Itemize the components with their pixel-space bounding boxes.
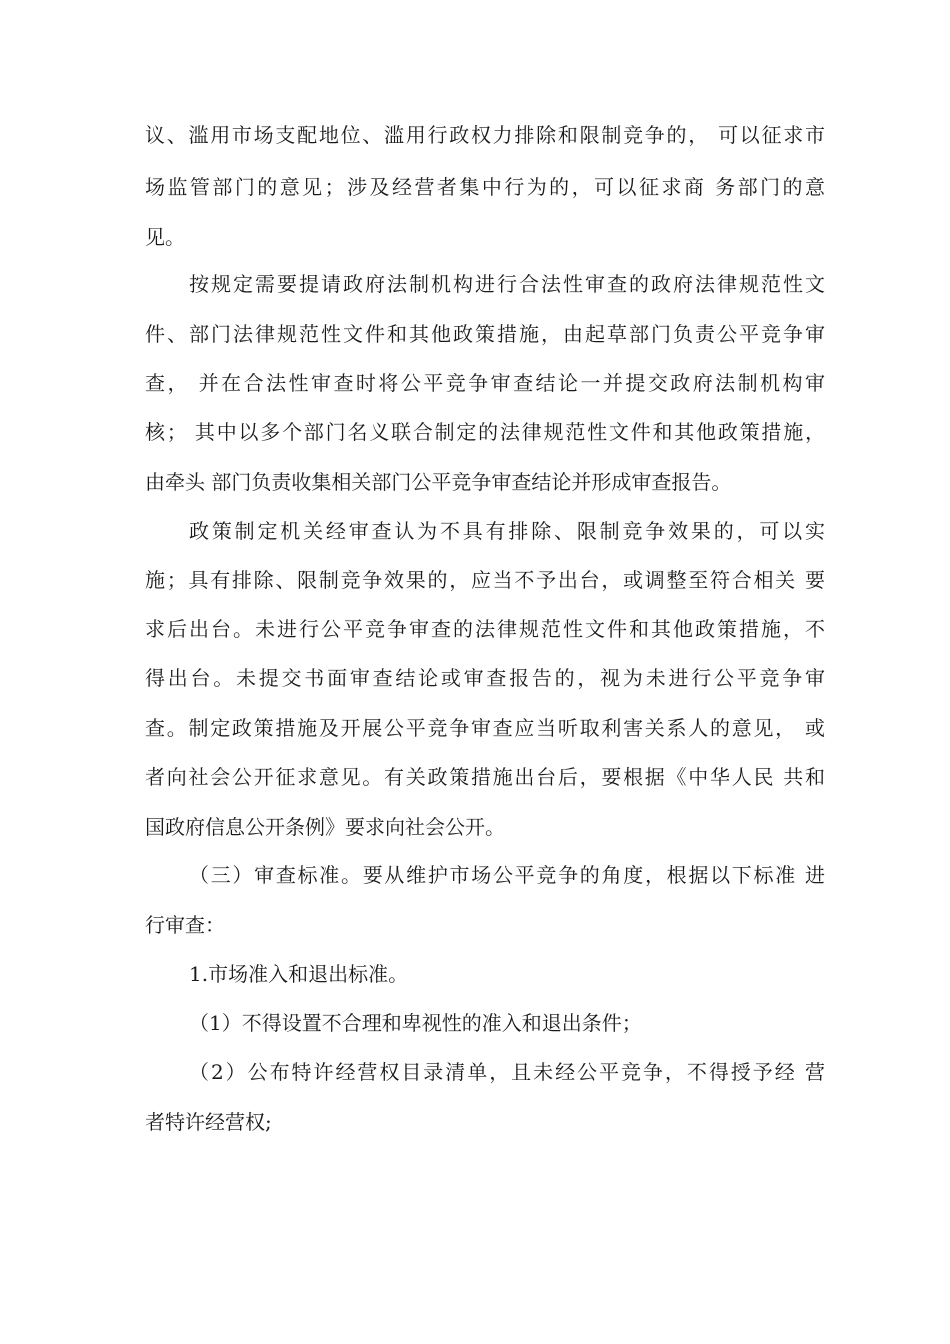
text-line: 由牵头 部门负责收集相关部门公平竞争审查结论并形成审查报告。: [145, 470, 732, 494]
text-line: 场监管部门的意见；涉及经营者集中行为的，可以征求商 务部门的意: [145, 175, 825, 199]
paragraph-first-line: 政策制定机关经审查认为不具有排除、限制竞争效果的，可以实: [189, 519, 825, 543]
text-line: 得出台。未提交书面审查结论或审查报告的，视为未进行公平竞争审: [145, 666, 825, 690]
text-line: 行审查：: [145, 913, 225, 937]
text-line: 查， 并在合法性审查时将公平竞争审查结论一并提交政府法制机构审: [145, 371, 825, 395]
section-heading: （三）审查标准。要从维护市场公平竞争的角度，根据以下标准 进: [189, 863, 825, 887]
text-line: 国政府信息公开条例》要求向社会公开。: [145, 815, 505, 839]
text-line: 者特许经营权;: [145, 1110, 272, 1134]
text-line: 施；具有排除、限制竞争效果的，应当不予出台，或调整至符合相关 要: [145, 568, 825, 592]
list-item: （2）公布特许经营权目录清单，且未经公平竞争，不得授予经 营: [189, 1060, 825, 1084]
text-line: 者向社会公开征求意见。有关政策措施出台后，要根据《中华人民 共和: [145, 765, 825, 789]
text-line: 求后出台。未进行公平竞争审查的法律规范性文件和其他政策措施，不: [145, 617, 825, 641]
text-line: 见。: [145, 225, 185, 249]
text-line: 查。制定政策措施及开展公平竞争审查应当听取利害关系人的意见， 或: [145, 716, 825, 740]
text-line: 件、部门法律规范性文件和其他政策措施，由起草部门负责公平竞争审: [145, 322, 825, 346]
paragraph-first-line: 按规定需要提请政府法制机构进行合法性审查的政府法律规范性文: [189, 272, 825, 296]
text-line: 议、滥用市场支配地位、滥用行政权力排除和限制竞争的， 可以征求市: [145, 123, 825, 147]
text-line: 核； 其中以多个部门名义联合制定的法律规范性文件和其他政策措施，: [145, 420, 825, 444]
list-item: （1）不得设置不合理和卑视性的准入和退出条件；: [189, 1011, 642, 1035]
subsection-heading: 1.市场准入和退出标准。: [189, 962, 409, 986]
